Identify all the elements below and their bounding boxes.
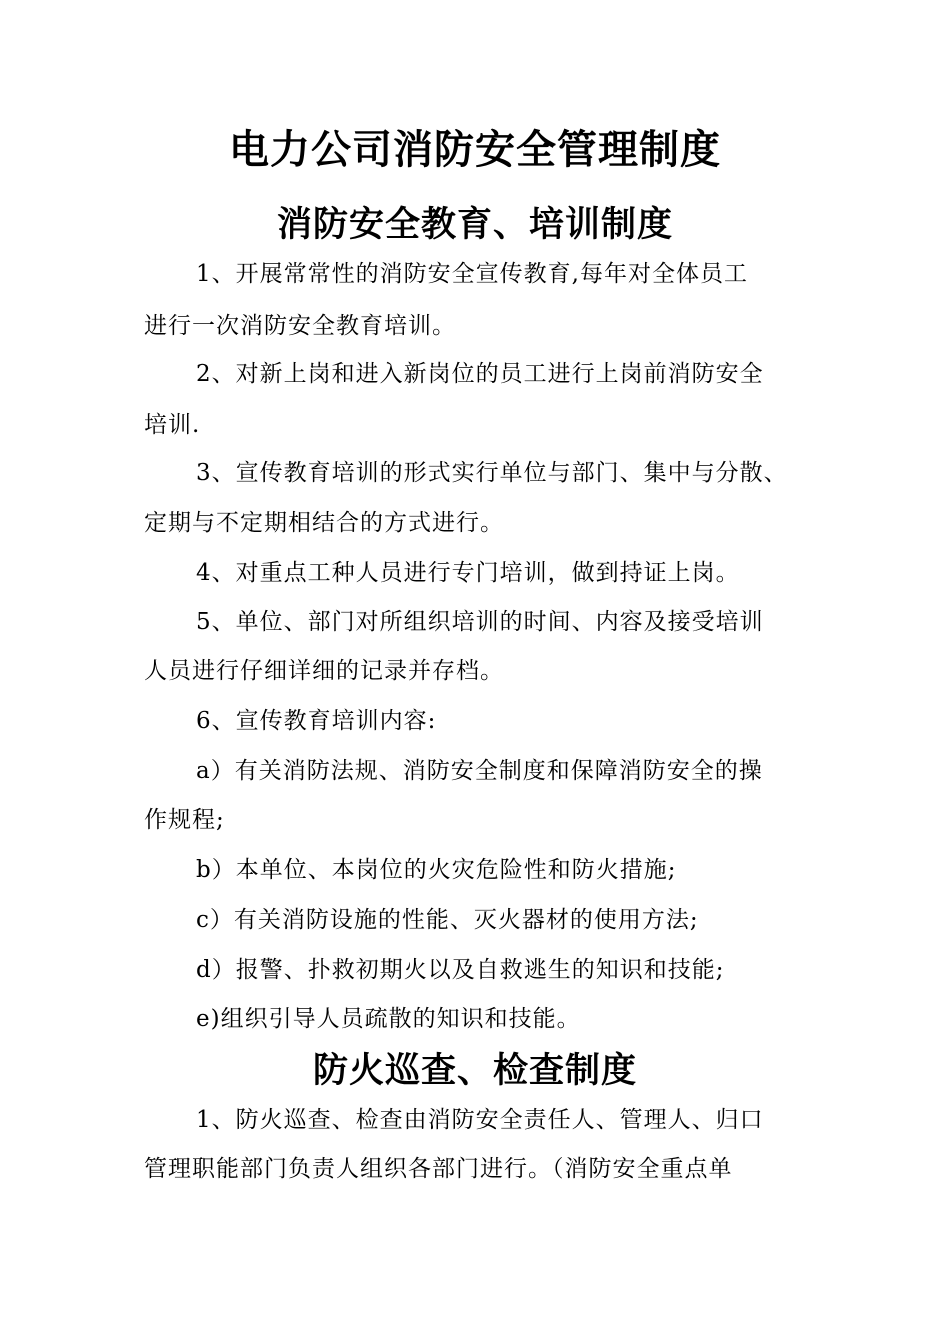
paragraph-line: 5、单位、部门对所组织培训的时间、内容及接受培训 [196, 609, 764, 635]
paragraph-line: 6、宣传教育培训内容: [196, 708, 437, 734]
list-item-line: c）有关消防设施的性能、灭火器材的使用方法; [196, 907, 699, 933]
paragraph-line: 3、宣传教育培训的形式实行单位与部门、集中与分散、 [196, 460, 788, 486]
paragraph-line: 培训. [144, 412, 201, 438]
list-item-line: a）有关消防法规、消防安全制度和保障消防安全的操 [196, 758, 763, 784]
list-item-line: e)组织引导人员疏散的知识和技能。 [196, 1006, 581, 1032]
section-heading-education-training: 消防安全教育、培训制度 [276, 205, 673, 245]
paragraph-line: 1、开展常常性的消防安全宣传教育,每年对全体员工 [196, 261, 748, 287]
paragraph-line: 1、防火巡查、检查由消防安全责任人、管理人、归口 [196, 1107, 764, 1133]
paragraph-line: 进行一次消防安全教育培训。 [144, 313, 456, 339]
paragraph-line: 人员进行仔细详细的记录并存档。 [144, 658, 504, 684]
paragraph-line: 4、对重点工种人员进行专门培训，做到持证上岗。 [196, 560, 740, 586]
list-item-line: b）本单位、本岗位的火灾危险性和防火措施; [196, 857, 677, 883]
list-item-line: d）报警、扑救初期火以及自救逃生的知识和技能; [196, 957, 725, 983]
section-heading-fire-patrol: 防火巡查、检查制度 [312, 1051, 637, 1091]
paragraph-line: 2、对新上岗和进入新岗位的员工进行上岗前消防安全 [196, 361, 764, 387]
list-item-line: 作规程; [144, 807, 225, 833]
document-title: 电力公司消防安全管理制度 [229, 127, 721, 173]
paragraph-line: 管理职能部门负责人组织各部门进行。（消防安全重点单 [144, 1156, 733, 1182]
paragraph-line: 定期与不定期相结合的方式进行。 [144, 510, 504, 536]
